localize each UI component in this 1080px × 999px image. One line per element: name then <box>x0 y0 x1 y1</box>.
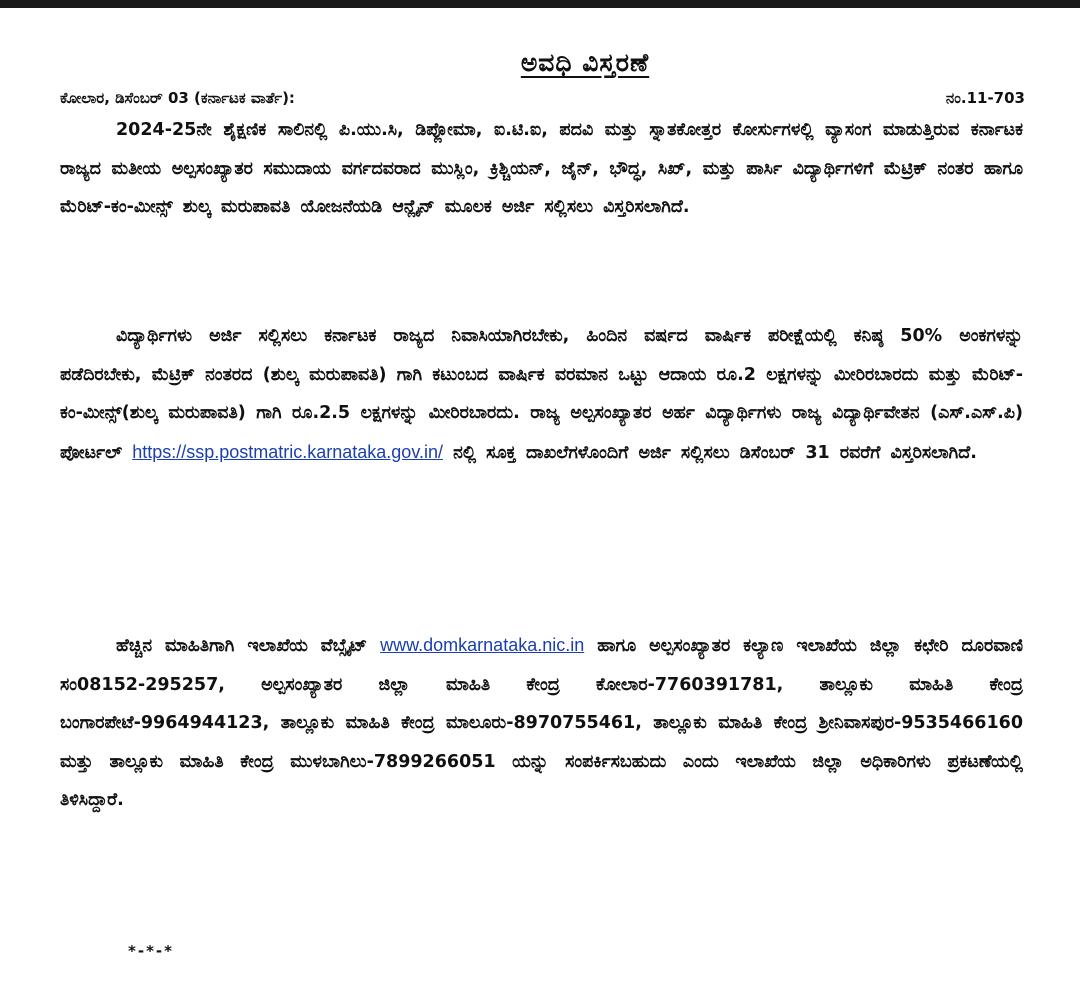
deadline-text: ನಲ್ಲಿ ಸೂಕ್ತ ದಾಖಲೆಗಳೊಂದಿಗೆ ಅರ್ಜಿ ಸಲ್ಲಿಸಲು ಡಿಸೆಂಬರ್ 31 ರವರೆಗೆ ವಿಸ್ತರಿಸಲಾಗಿದೆ. <box>453 442 977 463</box>
paragraph-contact-info <box>60 626 1023 820</box>
paragraph-eligibility <box>60 317 1023 472</box>
contact-numbers-text: ಹಾಗೂ ಅಲ್ಪಸಂಖ್ಯಾತರ ಕಲ್ಯಾಣ ಇಲಾಖೆಯ ಜಿಲ್ಲಾ ಕಛೇರಿ ದೂರವಾಣಿ ಸಂ08152-295257, ಅಲ್ಪಸಂಖ್ಯಾತರ ಜಿಲ್ಲಾ ಮಾಹಿತಿ ಕೇಂದ್ರ ಕೋಲಾರ-7760391781, ತಾಲ್ಲೂಕು ಮಾಹಿತಿ ಕೇಂದ್ರ ಬಂಗಾರಪೇಟೆ-9964944123, ತಾಲ್ಲೂಕು ಮಾಹಿತಿ ಕೇಂದ್ರ ಮಾಲೂರು-8970755461, ತಾಲ್ಲೂಕು ಮಾಹಿತಿ ಕೇಂದ್ರ ಶ್ರೀನಿವಾಸಪುರ-9535466160 ಮತ್ತು ತಾಲ್ಲೂಕು ಮಾಹಿತಿ ಕೇಂದ್ರ ಮುಳಬಾಗಿಲು-7899266051 ಯನ್ನು ಸಂಪರ್ಕಿಸಬಹುದು ಎಂದು ಇಲಾಖೆಯ ಜಿಲ್ಲಾ ಅಧಿಕಾರಿಗಳು ಪ್ರಕಟಣೆಯಲ್ಲಿ ತಿಳಿಸಿದ್ದಾರೆ. <box>60 636 1024 810</box>
contact-intro-text: ಹೆಚ್ಚಿನ ಮಾಹಿತಿಗಾಗಿ ಇಲಾಖೆಯ ವೆಬ್ಸೈಟ್ <box>116 636 368 656</box>
page-title: ಅವಧಿ ವಿಸ್ತರಣೆ <box>520 48 650 77</box>
ssp-portal-link[interactable]: https://ssp.postmatric.karnataka.gov.in/ <box>132 441 443 462</box>
screen-top-bar <box>0 0 1080 8</box>
reference-number: ನಂ.11-703 <box>945 89 1025 107</box>
dateline: ಕೋಲಾರ, ಡಿಸೆಂಬರ್ 03 (ಕರ್ನಾಟಕ ವಾರ್ತೆ): <box>60 89 295 107</box>
press-release-page <box>0 8 1080 999</box>
paragraph-extension-notice: 2024-25ನೇ ಶೈಕ್ಷಣಿಕ ಸಾಲಿನಲ್ಲಿ ಪಿ.ಯು.ಸಿ, ಡಿಪ್ಲೋಮಾ, ಐ.ಟಿ.ಐ, ಪದವಿ ಮತ್ತು ಸ್ನಾತಕೋತ್ತರ ಕೋರ್ಸುಗಳಲ್ಲಿ ವ್ಯಾಸಂಗ ಮಾಡುತ್ತಿರುವ ಕರ್ನಾಟಕ ರಾಜ್ಯದ ಮತೀಯ ಅಲ್ಪಸಂಖ್ಯಾತರ ಸಮುದಾಯ ವರ್ಗದವರಾದ ಮುಸ್ಲಿಂ, ಕ್ರಿಶ್ಚಿಯನ್, ಜೈನ್, ಭೌದ್ಧ, ಸಿಖ್, ಮತ್ತು ಪಾರ್ಸಿ ವಿದ್ಯಾರ್ಥಿಗಳಿಗೆ ಮೆಟ್ರಿಕ್ ನಂತರ ಹಾಗೂ ಮೆರಿಟ್-ಕಂ-ಮೀನ್ಸ್ ಶುಲ್ಕ ಮರುಪಾವತಿ ಯೋಜನೆಯಡಿ ಆನ್ಲೈನ್ ಮೂಲಕ ಅರ್ಜಿ ಸಲ್ಲಿಸಲು ವಿಸ್ತರಿಸಲಾಗಿದೆ. <box>60 120 1023 217</box>
department-website-link[interactable]: www.domkarnataka.nic.in <box>380 635 585 655</box>
end-marker: *-*-* <box>128 942 174 960</box>
eligibility-text: ವಿದ್ಯಾರ್ಥಿಗಳು ಅರ್ಜಿ ಸಲ್ಲಿಸಲು ಕರ್ನಾಟಕ ರಾಜ್ಯದ ನಿವಾಸಿಯಾಗಿರಬೇಕು, ಹಿಂದಿನ ವರ್ಷದ ವಾರ್ಷಿಕ ಪರೀಕ್ಷೆಯಲ್ಲಿ ಕನಿಷ್ಠ 50% ಅಂಕಗಳನ್ನು ಪಡೆದಿರಬೇಕು, ಮೆಟ್ರಿಕ್ ನಂತರದ (ಶುಲ್ಕ ಮರುಪಾವತಿ) ಗಾಗಿ ಕಟುಂಬದ ವಾರ್ಷಿಕ ವರಮಾನ ಒಟ್ಟು ಆದಾಯ ರೂ.2 ಲಕ್ಷಗಳನ್ನು ಮೀರಿರಬಾರದು ಮತ್ತು ಮೆರಿಟ್-ಕಂ-ಮೀನ್ಸ್(ಶುಲ್ಕ ಮರುಪಾವತಿ) ಗಾಗಿ ರೂ.2.5 ಲಕ್ಷಗಳನ್ನು ಮೀರಿರಬಾರದು. ರಾಜ್ಯ ಅಲ್ಪಸಂಖ್ಯಾತರ ಅರ್ಹ ವಿದ್ಯಾರ್ಥಿಗಳು ರಾಜ್ಯ ವಿದ್ಯಾರ್ಥಿವೇತನ (ಎಸ್.ಎಸ್.ಪಿ) ಪೋರ್ಟಲ್ <box>60 326 1023 463</box>
